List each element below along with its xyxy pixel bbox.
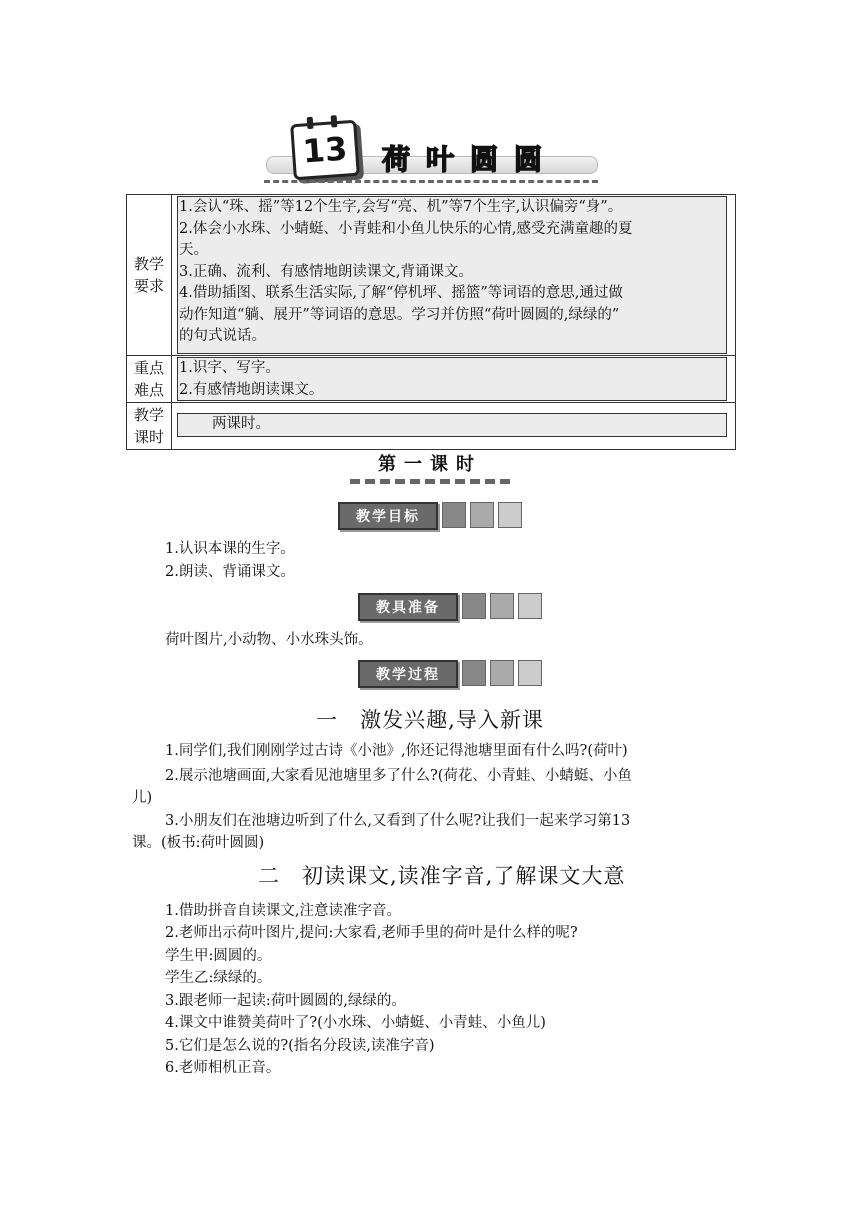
key-line: 2.有感情地朗读课文。 <box>179 381 324 398</box>
time-label <box>127 403 172 449</box>
part1-heading: 一 激发兴趣,导入新课 <box>316 708 544 732</box>
req-line: 3.正确、流利、有感情地朗读课文,背诵课文。 <box>179 263 473 280</box>
part1-line: 儿) <box>132 790 153 806</box>
part2-line: 3.跟老师一起读:荷叶圆圆的,绿绿的。 <box>165 993 406 1009</box>
part1-line: 3.小朋友们在池塘边听到了什么,又看到了什么呢?让我们一起来学习第13 <box>165 813 631 829</box>
part2-line: 2.老师出示荷叶图片,提问:大家看,老师手里的荷叶是什么样的呢? <box>165 925 578 941</box>
key-line: 1.识字、写字。 <box>179 360 280 376</box>
period-divider <box>350 479 510 484</box>
section-square <box>498 502 522 528</box>
section-square <box>518 660 542 686</box>
section-square <box>462 593 486 619</box>
part1-line: 课。(板书:荷叶圆圆) <box>132 835 265 851</box>
tools-text: 荷叶图片,小动物、小水珠头饰。 <box>165 632 373 648</box>
key-label <box>127 356 172 402</box>
lesson-number-badge: 13 <box>290 120 360 180</box>
section-process <box>358 660 542 688</box>
req-label-line: 要求 <box>133 277 164 295</box>
table-divider <box>127 402 735 403</box>
key-label-line: 难点 <box>133 381 164 399</box>
time-content <box>177 413 727 437</box>
time-label-line: 教学 <box>133 406 164 424</box>
part2-line: 学生甲:圆圆的。 <box>165 948 272 964</box>
period-header <box>330 450 530 484</box>
req-line: 2.体会小水珠、小蜻蜓、小青蛙和小鱼儿快乐的心情,感受充满童趣的夏 <box>179 220 633 237</box>
req-label <box>127 195 172 355</box>
time-text: 两课时。 <box>212 416 270 432</box>
part2-line: 学生乙:绿绿的。 <box>165 970 272 986</box>
part2-line: 1.借助拼音自读课文,注意读准字音。 <box>165 903 401 919</box>
part2-line: 6.老师相机正音。 <box>165 1060 281 1076</box>
req-content <box>177 196 727 354</box>
period-title: 第一课时 <box>378 454 482 475</box>
req-line: 4.借助插图、联系生活实际,了解“停机坪、摇篮”等词语的意思,通过做 <box>179 285 623 301</box>
lesson-banner <box>262 122 598 186</box>
part1-line: 2.展示池塘画面,大家看见池塘里多了什么?(荷花、小青蛙、小蜻蜓、小鱼 <box>165 768 632 784</box>
banner-divider <box>264 180 598 183</box>
section-square <box>518 593 542 619</box>
section-square <box>470 502 494 528</box>
section-goals <box>338 502 522 530</box>
part2-line: 5.它们是怎么说的?(指名分段读,读准字音) <box>165 1038 435 1054</box>
section-square <box>490 660 514 686</box>
part2-heading: 二 初读课文,读准字音,了解课文大意 <box>258 864 626 888</box>
table-divider <box>127 355 735 356</box>
requirements-table <box>126 194 736 450</box>
section-tools <box>358 593 542 621</box>
goal-line: 1.认识本课的生字。 <box>165 541 295 557</box>
section-goals-label: 教学目标 <box>338 502 438 530</box>
req-line: 天。 <box>179 242 208 258</box>
req-label-line: 教学 <box>133 255 164 273</box>
section-tools-label: 教具准备 <box>358 593 458 621</box>
section-square <box>442 502 466 528</box>
goal-line: 2.朗读、背诵课文。 <box>165 564 295 580</box>
part1-line: 1.同学们,我们刚刚学过古诗《小池》,你还记得池塘里面有什么吗?(荷叶) <box>165 743 628 759</box>
key-label-line: 重点 <box>133 359 164 377</box>
section-square <box>462 660 486 686</box>
req-line: 1.会认“珠、摇”等12个生字,会写“亮、机”等7个生字,认识偏旁“身”。 <box>179 199 623 215</box>
section-square <box>490 593 514 619</box>
key-content <box>177 357 727 401</box>
req-line: 的句式说话。 <box>179 328 266 344</box>
time-label-line: 课时 <box>133 428 164 446</box>
req-line: 动作知道“躺、展开”等词语的意思。学习并仿照“荷叶圆圆的,绿绿的” <box>179 306 620 323</box>
lesson-title: 荷叶圆圆 <box>382 143 559 176</box>
part2-line: 4.课文中谁赞美荷叶了?(小水珠、小蜻蜓、小青蛙、小鱼儿) <box>165 1015 546 1031</box>
section-process-label: 教学过程 <box>358 660 458 688</box>
